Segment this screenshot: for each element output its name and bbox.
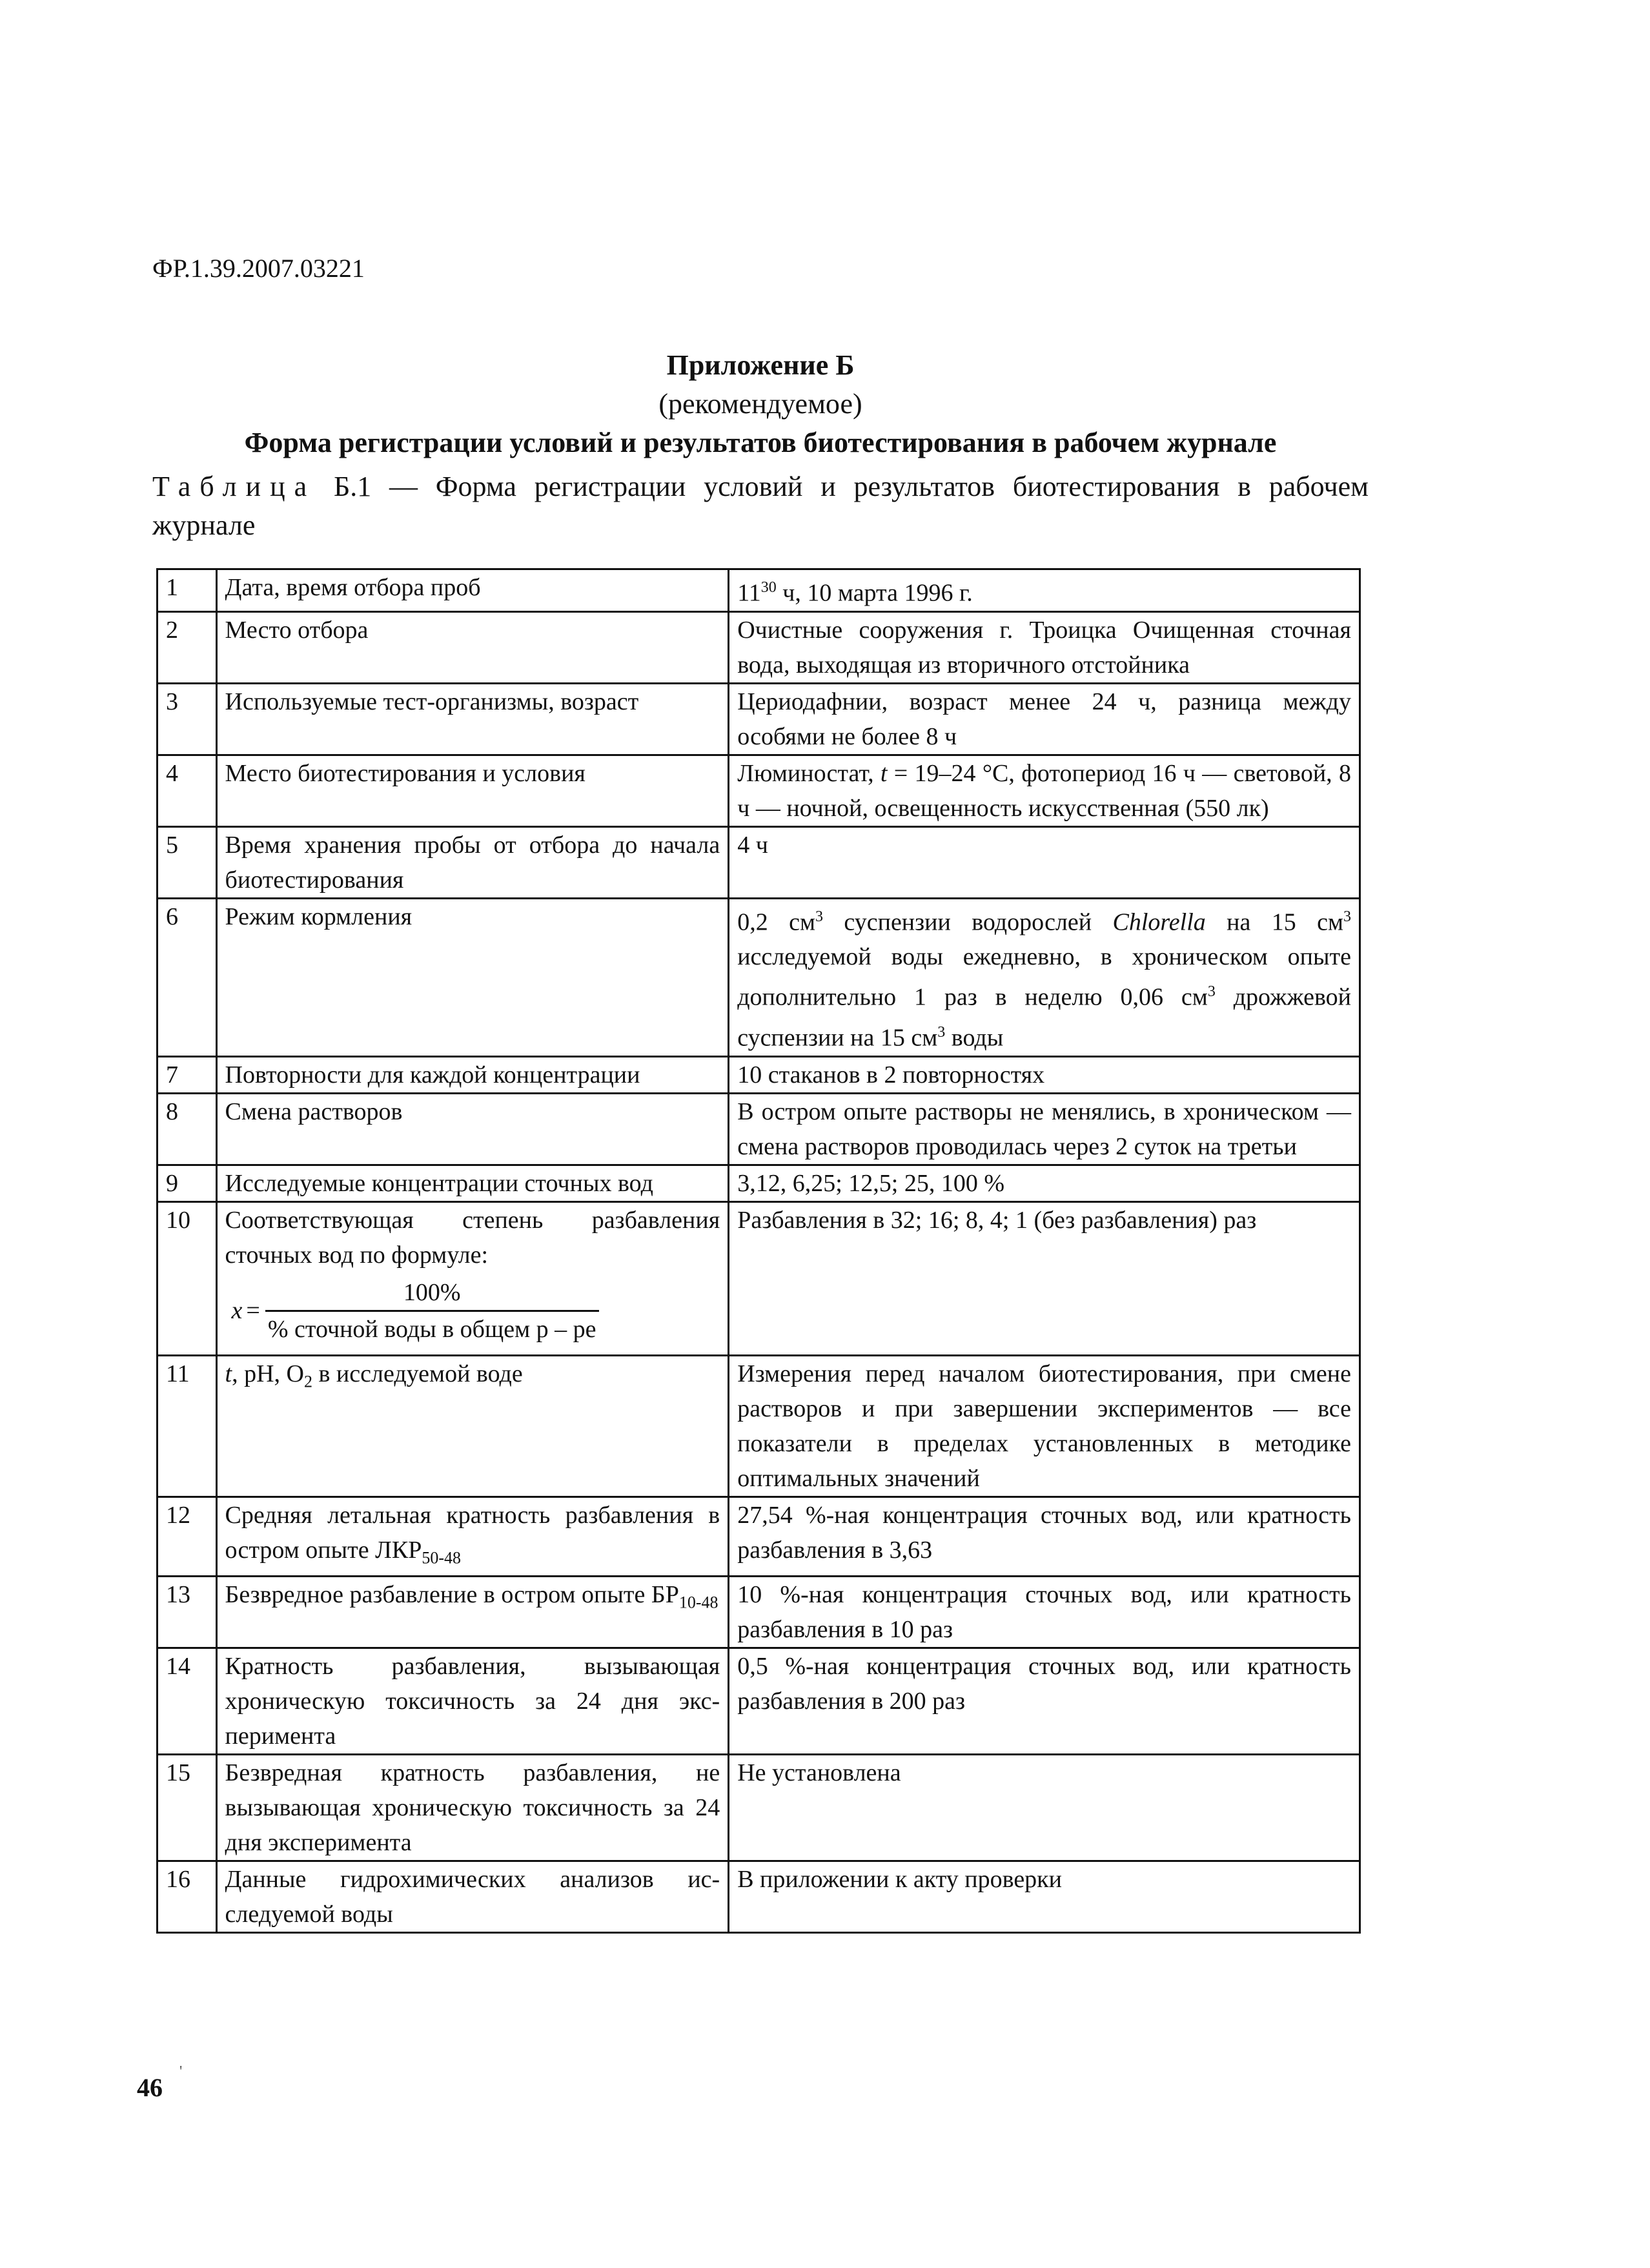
table-caption-text: Б.1 — Форма регистрации условий и результатов биотестирования в рабочем журнале xyxy=(152,471,1369,541)
value-text: ч, 10 марта 1996 г. xyxy=(776,579,973,607)
value-text: на 15 см xyxy=(1205,908,1343,936)
table-row xyxy=(158,1861,1360,1933)
row-parameter: Повторности для каждой концентрации xyxy=(216,1056,729,1093)
value-text: исследуемой воды ежедневно, в хроническом опыте дополнительно 1 раз в неделю 0,06 см xyxy=(737,943,1351,1011)
row-value: Не установлена xyxy=(729,1755,1360,1861)
appendix-note: (рекомендуемое) xyxy=(658,388,862,420)
row-number: 3 xyxy=(158,683,217,755)
table-row xyxy=(158,683,1360,755)
parameter-subscript: 50-48 xyxy=(422,1548,462,1568)
row-value: В приложении к акту проверки xyxy=(729,1861,1360,1933)
row-number: 4 xyxy=(158,755,217,826)
page-number: 46 xyxy=(137,2073,163,2102)
row-number: 5 xyxy=(158,826,217,898)
value-superscript: 3 xyxy=(1207,983,1216,1001)
row-parameter xyxy=(216,1497,729,1577)
table-row xyxy=(158,1355,1360,1497)
value-text: дрожжевой суспензии на 15 см xyxy=(737,983,1351,1052)
row-parameter: Место отбора xyxy=(216,611,729,683)
row-value: Измерения перед началом биотестирования, при смене растворов и при завершении экспериментов — все показатели в пределах установленных в методике оптимальных значений xyxy=(729,1355,1360,1497)
row-value: 10 %-ная концентрация сточных вод, или кратность разбавления в 10 раз xyxy=(729,1577,1360,1648)
table-row xyxy=(158,755,1360,826)
row-value: 4 ч xyxy=(729,826,1360,898)
form-title: Форма регистрации условий и результатов биотестирования в рабочем журнале xyxy=(244,427,1277,458)
table-row xyxy=(158,1056,1360,1093)
row-value: Очистные сооружения г. Троицка Очищенная сточная вода, выходящая из вторичного отстойника xyxy=(729,611,1360,683)
table-row xyxy=(158,611,1360,683)
row-value: 10 стаканов в 2 повторностях xyxy=(729,1056,1360,1093)
value-superscript: 3 xyxy=(815,908,823,925)
parameter-text: Соответствующая степень разбавления сточных вод по формуле: xyxy=(225,1206,720,1269)
row-parameter xyxy=(216,1201,729,1355)
value-superscript: 3 xyxy=(937,1023,946,1041)
table-row xyxy=(158,898,1360,1056)
row-value: В остром опыте растворы не менялись, в хроническом — смена растворов проводилась через 2 суток на третьи xyxy=(729,1093,1360,1165)
registration-form-table xyxy=(156,568,1361,1934)
table-row xyxy=(158,1755,1360,1861)
row-value: Разбавления в 32; 16; 8, 4; 1 (без разбавления) раз xyxy=(729,1201,1360,1355)
parameter-text: , pH, O xyxy=(232,1360,304,1387)
row-number: 10 xyxy=(158,1201,217,1355)
row-parameter: Безвредная кратность разбавления, не вызывающая хроническую токсичность за 24 дня эксперимента xyxy=(216,1755,729,1861)
row-parameter: Смена растворов xyxy=(216,1093,729,1165)
row-number: 13 xyxy=(158,1577,217,1648)
parameter-variable: t xyxy=(225,1360,232,1387)
formula-numerator: 100% xyxy=(403,1278,461,1306)
table-row xyxy=(158,569,1360,612)
table-row xyxy=(158,826,1360,898)
formula-fraction xyxy=(265,1275,599,1347)
formula-equals: = xyxy=(246,1297,260,1325)
row-value xyxy=(729,569,1360,612)
value-superscript: 3 xyxy=(1343,908,1351,925)
scan-mark: ' xyxy=(179,2063,183,2080)
table-caption-label: Таблица xyxy=(152,471,316,502)
row-parameter xyxy=(216,1577,729,1648)
value-text: 0,2 см xyxy=(737,908,815,936)
value-variable: t xyxy=(880,759,888,787)
value-text: 11 xyxy=(737,579,761,607)
row-number: 12 xyxy=(158,1497,217,1577)
row-parameter: Исследуемые концентрации сточных вод xyxy=(216,1165,729,1201)
value-text: Люминостат, xyxy=(737,759,881,787)
table-row xyxy=(158,1648,1360,1755)
row-number: 7 xyxy=(158,1056,217,1093)
formula-variable: x xyxy=(231,1297,243,1325)
parameter-subscript: 10-48 xyxy=(678,1593,718,1612)
row-value xyxy=(729,755,1360,826)
value-text: = 19–24 °C, фотопериод 16 ч — световой, 8 ч — ночной, освещенность искусственная (550 лк) xyxy=(737,759,1351,822)
parameter-text: Безвредное разбавление в остром опыте БР xyxy=(225,1581,679,1609)
document-code: ФР.1.39.2007.03221 xyxy=(152,254,365,283)
table-row xyxy=(158,1165,1360,1201)
row-value: 0,5 %-ная концентрация сточных вод, или кратность разбавления в 200 раз xyxy=(729,1648,1360,1755)
row-parameter xyxy=(216,1355,729,1497)
row-parameter: Место биотестирования и условия xyxy=(216,755,729,826)
row-value: Цериодафнии, возраст менее 24 ч, разница между особями не более 8 ч xyxy=(729,683,1360,755)
row-number: 1 xyxy=(158,569,217,612)
parameter-text: Средняя летальная кратность разбавления в остром опыте ЛКР xyxy=(225,1501,720,1564)
row-parameter: Время хранения пробы от отбора до начала биотестирования xyxy=(216,826,729,898)
row-number: 14 xyxy=(158,1648,217,1755)
table-row xyxy=(158,1497,1360,1577)
formula-denominator: % сточной воды в общем р – ре xyxy=(265,1310,599,1347)
row-parameter: Дата, время отбора проб xyxy=(216,569,729,612)
value-text: суспензии водорослей xyxy=(823,908,1113,936)
dilution-formula xyxy=(232,1275,720,1347)
row-parameter: Используемые тест-организмы, возраст xyxy=(216,683,729,755)
row-number: 11 xyxy=(158,1355,217,1497)
table-row xyxy=(158,1577,1360,1648)
row-value: 27,54 %-ная концентрация сточных вод, или кратность разбавления в 3,63 xyxy=(729,1497,1360,1577)
row-number: 9 xyxy=(158,1165,217,1201)
row-number: 2 xyxy=(158,611,217,683)
row-value xyxy=(729,898,1360,1056)
row-number: 8 xyxy=(158,1093,217,1165)
value-species: Chlorella xyxy=(1112,908,1206,936)
row-parameter: Кратность разбавления, вызывающая хроническую токсичность за 24 дня эксперимента xyxy=(216,1648,729,1755)
table-row xyxy=(158,1093,1360,1165)
row-number: 6 xyxy=(158,898,217,1056)
row-number: 15 xyxy=(158,1755,217,1861)
appendix-title: Приложение Б xyxy=(666,349,855,381)
value-text: воды xyxy=(945,1024,1004,1052)
table-caption xyxy=(152,467,1369,545)
row-value: 3,12, 6,25; 12,5; 25, 100 % xyxy=(729,1165,1360,1201)
parameter-subscript: 2 xyxy=(303,1372,312,1391)
value-superscript: 30 xyxy=(760,579,777,596)
row-parameter: Режим кормления xyxy=(216,898,729,1056)
table-row xyxy=(158,1201,1360,1355)
parameter-text: в исследуемой воде xyxy=(312,1360,523,1387)
row-parameter: Данные гидрохимических анализов исследуемой воды xyxy=(216,1861,729,1933)
row-number: 16 xyxy=(158,1861,217,1933)
